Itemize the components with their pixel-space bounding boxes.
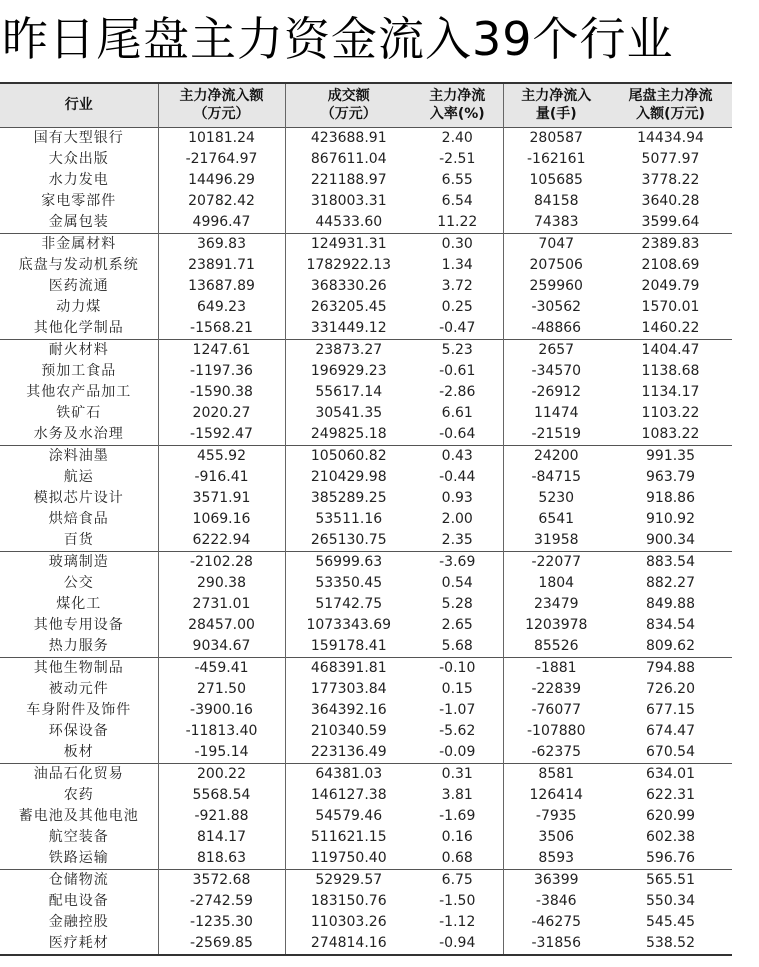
turnover-cell: 105060.82	[285, 445, 412, 467]
table-row	[0, 700, 732, 721]
table-row	[0, 424, 732, 446]
inflow-volume-cell: 105685	[529, 171, 583, 188]
inflow-rate-cell: -0.47	[412, 318, 503, 340]
header-inflow-volume: 主力净流入 量(手)	[521, 88, 592, 123]
tail-inflow-cell: 3778.22	[641, 171, 700, 188]
industry-cell: 农药	[0, 785, 158, 806]
inflow-volume-cell: -7935	[535, 807, 577, 824]
inflow-rate-cell: 2.40	[412, 127, 503, 149]
net-inflow-cell: 200.22	[158, 763, 285, 785]
inflow-rate-cell: 0.43	[412, 445, 503, 467]
inflow-volume-cell: -1881	[503, 657, 609, 679]
inflow-volume-cell: 7047	[503, 233, 609, 255]
industry-cell: 航运	[0, 467, 158, 488]
inflow-rate-cell: -5.62	[412, 721, 503, 742]
table-row	[0, 339, 732, 361]
industry-cell: 车身附件及饰件	[0, 700, 158, 721]
table-row	[0, 806, 732, 827]
inflow-rate-cell: 3.81	[412, 785, 503, 806]
inflow-volume-cell: -84715	[531, 468, 582, 485]
inflow-rate-cell: 0.93	[412, 488, 503, 509]
table-row	[0, 933, 732, 955]
tail-inflow-cell: 596.76	[646, 849, 695, 866]
inflow-rate-cell: 0.30	[412, 233, 503, 255]
table-row	[0, 551, 732, 573]
inflow-rate-cell: -0.61	[412, 361, 503, 382]
inflow-rate-cell: 6.75	[412, 869, 503, 891]
inflow-rate-cell: 5.68	[412, 636, 503, 658]
industry-cell: 国有大型银行	[0, 127, 158, 149]
net-inflow-cell: -1568.21	[158, 318, 285, 340]
turnover-cell: 64381.03	[285, 763, 412, 785]
tail-inflow-cell: 3599.64	[641, 213, 700, 230]
inflow-rate-cell: 0.54	[412, 573, 503, 594]
tail-inflow-cell: 882.27	[646, 574, 695, 591]
net-inflow-cell: 2020.27	[158, 403, 285, 424]
net-inflow-cell: 6222.94	[158, 530, 285, 552]
inflow-rate-cell: 6.61	[412, 403, 503, 424]
industry-cell: 水力发电	[0, 170, 158, 191]
capital-flow-table	[0, 82, 732, 956]
net-inflow-cell: 3571.91	[158, 488, 285, 509]
industry-cell: 其他化学制品	[0, 318, 158, 340]
tail-inflow-cell: 620.99	[646, 807, 695, 824]
net-inflow-cell: -921.88	[158, 806, 285, 827]
net-inflow-cell: -459.41	[158, 657, 285, 679]
industry-cell: 大众出版	[0, 149, 158, 170]
inflow-volume-cell: -31856	[503, 933, 609, 955]
table-body	[0, 127, 732, 955]
inflow-volume-cell: 280587	[529, 129, 583, 146]
table-row	[0, 276, 732, 297]
tail-inflow-cell: 14434.94	[637, 129, 704, 146]
table-row	[0, 297, 732, 318]
inflow-volume-cell: -107880	[527, 722, 586, 739]
net-inflow-cell: 13687.89	[158, 276, 285, 297]
industry-cell: 涂料油墨	[0, 445, 158, 467]
inflow-volume-cell: -22077	[503, 551, 609, 573]
tail-inflow-cell: 670.54	[646, 743, 695, 760]
tail-inflow-cell: 1134.17	[641, 383, 700, 400]
tail-inflow-cell: 1103.22	[641, 404, 700, 421]
industry-cell: 底盘与发动机系统	[0, 255, 158, 276]
turnover-cell: 274814.16	[285, 933, 412, 955]
inflow-rate-cell: 3.72	[412, 276, 503, 297]
table-row	[0, 912, 732, 933]
turnover-cell: 23873.27	[285, 339, 412, 361]
industry-cell: 仓储物流	[0, 869, 158, 891]
table-row	[0, 403, 732, 424]
tail-inflow-cell: 1404.47	[609, 339, 732, 361]
turnover-cell: 53511.16	[315, 510, 383, 527]
table-row	[0, 212, 732, 234]
inflow-volume-cell: -62375	[531, 743, 582, 760]
turnover-cell: 265130.75	[310, 531, 387, 548]
turnover-cell: 423688.91	[310, 129, 387, 146]
turnover-cell: 54579.46	[315, 807, 383, 824]
inflow-rate-cell: 2.00	[412, 509, 503, 530]
turnover-cell: 1073343.69	[306, 616, 392, 633]
industry-cell: 动力煤	[0, 297, 158, 318]
net-inflow-cell: 818.63	[158, 848, 285, 870]
turnover-cell: 55617.14	[315, 383, 383, 400]
industry-cell: 铁矿石	[0, 403, 158, 424]
header-tail-inflow: 尾盘主力净流 入额(万元)	[628, 88, 713, 123]
net-inflow-cell: 2731.01	[158, 594, 285, 615]
table-row	[0, 530, 732, 552]
industry-cell: 被动元件	[0, 679, 158, 700]
inflow-volume-cell: -162161	[527, 150, 586, 167]
industry-cell: 油品石化贸易	[0, 763, 158, 785]
inflow-volume-cell: 23479	[533, 595, 579, 612]
table-row	[0, 445, 732, 467]
inflow-volume-cell: 1804	[538, 574, 575, 591]
inflow-rate-cell: -2.51	[412, 149, 503, 170]
inflow-rate-cell: 2.35	[412, 530, 503, 552]
turnover-cell: 249825.18	[310, 425, 387, 442]
tail-inflow-cell: 1460.22	[641, 319, 700, 336]
header-industry: 行业	[0, 83, 158, 127]
inflow-volume-cell: 85526	[533, 637, 579, 654]
table-row	[0, 785, 732, 806]
turnover-cell: 368330.26	[310, 277, 387, 294]
inflow-rate-cell: 0.68	[412, 848, 503, 870]
header-net-inflow: 主力净流入额 （万元）	[158, 83, 285, 127]
header-row	[0, 83, 732, 127]
tail-inflow-cell: 883.54	[609, 551, 732, 573]
turnover-cell: 210429.98	[310, 468, 387, 485]
industry-cell: 热力服务	[0, 636, 158, 658]
turnover-cell: 56999.63	[285, 551, 412, 573]
inflow-rate-cell: -0.10	[412, 657, 503, 679]
industry-cell: 公交	[0, 573, 158, 594]
tail-inflow-cell: 2108.69	[641, 256, 700, 273]
tail-inflow-cell: 674.47	[646, 722, 695, 739]
tail-inflow-cell: 963.79	[646, 468, 695, 485]
tail-inflow-cell: 550.34	[646, 892, 695, 909]
inflow-volume-cell: -46275	[531, 913, 582, 930]
table-row	[0, 233, 732, 255]
table-row	[0, 848, 732, 870]
industry-cell: 烘焙食品	[0, 509, 158, 530]
inflow-volume-cell: 259960	[529, 277, 583, 294]
turnover-cell: 53350.45	[315, 574, 383, 591]
inflow-volume-cell: 207506	[529, 256, 583, 273]
table-row	[0, 127, 732, 149]
net-inflow-cell: -3900.16	[158, 700, 285, 721]
inflow-volume-cell: -76077	[531, 701, 582, 718]
tail-inflow-cell: 1138.68	[641, 362, 700, 379]
inflow-volume-cell: 6541	[538, 510, 575, 527]
tail-inflow-cell: 2049.79	[641, 277, 700, 294]
tail-inflow-cell: 565.51	[609, 869, 732, 891]
tail-inflow-cell: 910.92	[646, 510, 695, 527]
inflow-rate-cell: -1.69	[412, 806, 503, 827]
net-inflow-cell: -21764.97	[158, 149, 285, 170]
table-row	[0, 255, 732, 276]
net-inflow-cell: 271.50	[158, 679, 285, 700]
industry-cell: 模拟芯片设计	[0, 488, 158, 509]
tail-inflow-cell: 3640.28	[641, 192, 700, 209]
net-inflow-cell: -1590.38	[158, 382, 285, 403]
net-inflow-cell: 5568.54	[158, 785, 285, 806]
turnover-cell: 263205.45	[310, 298, 387, 315]
industry-cell: 百货	[0, 530, 158, 552]
tail-inflow-cell: 849.88	[646, 595, 695, 612]
inflow-rate-cell: 0.31	[412, 763, 503, 785]
tail-inflow-cell: 918.86	[646, 489, 695, 506]
turnover-cell: 44533.60	[315, 213, 383, 230]
table-row	[0, 891, 732, 912]
inflow-volume-cell: -34570	[531, 362, 582, 379]
industry-cell: 板材	[0, 742, 158, 764]
tail-inflow-cell: 677.15	[646, 701, 695, 718]
tail-inflow-cell: 834.54	[646, 616, 695, 633]
net-inflow-cell: 814.17	[158, 827, 285, 848]
inflow-rate-cell: -0.64	[412, 424, 503, 446]
turnover-cell: 221188.97	[310, 171, 387, 188]
header-inflow-rate: 主力净流 入率(%)	[412, 83, 503, 127]
turnover-cell: 331449.12	[310, 319, 387, 336]
turnover-cell: 52929.57	[285, 869, 412, 891]
net-inflow-cell: 290.38	[158, 573, 285, 594]
turnover-cell: 119750.40	[310, 849, 387, 866]
net-inflow-cell: -2102.28	[158, 551, 285, 573]
tail-inflow-cell: 900.34	[646, 531, 695, 548]
tail-inflow-cell: 5077.97	[641, 150, 700, 167]
inflow-rate-cell: -0.44	[412, 467, 503, 488]
table-row	[0, 573, 732, 594]
industry-cell: 耐火材料	[0, 339, 158, 361]
inflow-rate-cell: 11.22	[412, 212, 503, 234]
industry-cell: 金属包装	[0, 212, 158, 234]
inflow-volume-cell: 2657	[503, 339, 609, 361]
table-row	[0, 191, 732, 212]
tail-inflow-cell: 726.20	[646, 680, 695, 697]
industry-cell: 医药流通	[0, 276, 158, 297]
turnover-cell: 318003.31	[310, 192, 387, 209]
inflow-rate-cell: 5.28	[412, 594, 503, 615]
inflow-volume-cell: -22839	[531, 680, 582, 697]
industry-cell: 环保设备	[0, 721, 158, 742]
table-row	[0, 382, 732, 403]
inflow-rate-cell: -1.07	[412, 700, 503, 721]
tail-inflow-cell: 538.52	[609, 933, 732, 955]
industry-cell: 蓄电池及其他电池	[0, 806, 158, 827]
turnover-cell: 30541.35	[315, 404, 383, 421]
industry-cell: 铁路运输	[0, 848, 158, 870]
net-inflow-cell: 28457.00	[158, 615, 285, 636]
table-row	[0, 170, 732, 191]
net-inflow-cell: -1197.36	[158, 361, 285, 382]
net-inflow-cell: 3572.68	[158, 869, 285, 891]
page-title: 昨日尾盘主力资金流入39个行业	[2, 12, 674, 66]
inflow-rate-cell: -3.69	[412, 551, 503, 573]
industry-cell: 煤化工	[0, 594, 158, 615]
inflow-volume-cell: 126414	[529, 786, 583, 803]
inflow-volume-cell: -21519	[531, 425, 582, 442]
turnover-cell: 364392.16	[310, 701, 387, 718]
net-inflow-cell: 20782.42	[158, 191, 285, 212]
tail-inflow-cell: 634.01	[609, 763, 732, 785]
net-inflow-cell: 10181.24	[158, 127, 285, 149]
net-inflow-cell: 9034.67	[158, 636, 285, 658]
table-row	[0, 488, 732, 509]
inflow-volume-cell: 3506	[538, 828, 575, 845]
table-row	[0, 594, 732, 615]
turnover-cell: 385289.25	[310, 489, 387, 506]
table-row	[0, 509, 732, 530]
industry-cell: 水务及水治理	[0, 424, 158, 446]
table-row	[0, 615, 732, 636]
net-inflow-cell: -2569.85	[158, 933, 285, 955]
table-row	[0, 318, 732, 340]
net-inflow-cell: 649.23	[158, 297, 285, 318]
inflow-volume-cell: -26912	[531, 383, 582, 400]
net-inflow-cell: -2742.59	[158, 891, 285, 912]
inflow-rate-cell: 0.25	[412, 297, 503, 318]
turnover-cell: 183150.76	[310, 892, 387, 909]
tail-inflow-cell: 545.45	[646, 913, 695, 930]
inflow-rate-cell: 5.23	[412, 339, 503, 361]
tail-inflow-cell: 2389.83	[609, 233, 732, 255]
inflow-volume-cell: 84158	[533, 192, 579, 209]
inflow-rate-cell: -1.50	[412, 891, 503, 912]
industry-cell: 配电设备	[0, 891, 158, 912]
net-inflow-cell: 4996.47	[158, 212, 285, 234]
inflow-volume-cell: 1203978	[525, 616, 588, 633]
inflow-rate-cell: 0.15	[412, 679, 503, 700]
inflow-rate-cell: 1.34	[412, 255, 503, 276]
net-inflow-cell: 1247.61	[158, 339, 285, 361]
tail-inflow-cell: 1570.01	[641, 298, 700, 315]
inflow-volume-cell: 5230	[538, 489, 575, 506]
inflow-rate-cell: 6.54	[412, 191, 503, 212]
header-turnover: 成交额 （万元）	[320, 88, 377, 123]
net-inflow-cell: 23891.71	[158, 255, 285, 276]
turnover-cell: 223136.49	[310, 743, 387, 760]
table-row	[0, 742, 732, 764]
inflow-volume-cell: 31958	[533, 531, 579, 548]
inflow-volume-cell: -48866	[531, 319, 582, 336]
net-inflow-cell: -1235.30	[158, 912, 285, 933]
industry-cell: 其他专用设备	[0, 615, 158, 636]
table-row	[0, 361, 732, 382]
inflow-volume-cell: 8593	[538, 849, 575, 866]
industry-cell: 其他农产品加工	[0, 382, 158, 403]
inflow-volume-cell: 24200	[503, 445, 609, 467]
inflow-volume-cell: 74383	[533, 213, 579, 230]
inflow-volume-cell: -3846	[535, 892, 577, 909]
net-inflow-cell: -1592.47	[158, 424, 285, 446]
tail-inflow-cell: 602.38	[646, 828, 695, 845]
table-row	[0, 467, 732, 488]
turnover-cell: 867611.04	[310, 150, 387, 167]
tail-inflow-cell: 809.62	[646, 637, 695, 654]
inflow-volume-cell: 11474	[533, 404, 579, 421]
net-inflow-cell: 455.92	[158, 445, 285, 467]
turnover-cell: 146127.38	[310, 786, 387, 803]
table-row	[0, 679, 732, 700]
turnover-cell: 1782922.13	[306, 256, 392, 273]
turnover-cell: 51742.75	[315, 595, 383, 612]
net-inflow-cell: -11813.40	[158, 721, 285, 742]
turnover-cell: 159178.41	[310, 637, 387, 654]
industry-cell: 金融控股	[0, 912, 158, 933]
table-row	[0, 721, 732, 742]
turnover-cell: 110303.26	[310, 913, 387, 930]
table-row	[0, 636, 732, 658]
turnover-cell: 196929.23	[310, 362, 387, 379]
net-inflow-cell: 1069.16	[158, 509, 285, 530]
table-row	[0, 149, 732, 170]
inflow-rate-cell: -0.94	[412, 933, 503, 955]
net-inflow-cell: 14496.29	[158, 170, 285, 191]
tail-inflow-cell: 622.31	[646, 786, 695, 803]
turnover-cell: 177303.84	[310, 680, 387, 697]
table-row	[0, 763, 732, 785]
industry-cell: 家电零部件	[0, 191, 158, 212]
inflow-volume-cell: 8581	[503, 763, 609, 785]
table-header	[0, 83, 732, 127]
inflow-volume-cell: 36399	[503, 869, 609, 891]
net-inflow-cell: 369.83	[158, 233, 285, 255]
inflow-volume-cell: -30562	[531, 298, 582, 315]
net-inflow-cell: -916.41	[158, 467, 285, 488]
turnover-cell: 210340.59	[310, 722, 387, 739]
turnover-cell: 511621.15	[310, 828, 387, 845]
industry-cell: 非金属材料	[0, 233, 158, 255]
table-row	[0, 869, 732, 891]
industry-cell: 其他生物制品	[0, 657, 158, 679]
net-inflow-cell: -195.14	[158, 742, 285, 764]
inflow-rate-cell: -1.12	[412, 912, 503, 933]
table-row	[0, 827, 732, 848]
tail-inflow-cell: 794.88	[609, 657, 732, 679]
industry-cell: 预加工食品	[0, 361, 158, 382]
industry-cell: 航空装备	[0, 827, 158, 848]
table-row	[0, 657, 732, 679]
inflow-rate-cell: -2.86	[412, 382, 503, 403]
industry-cell: 医疗耗材	[0, 933, 158, 955]
inflow-rate-cell: 2.65	[412, 615, 503, 636]
inflow-rate-cell: 6.55	[412, 170, 503, 191]
inflow-rate-cell: 0.16	[412, 827, 503, 848]
tail-inflow-cell: 991.35	[609, 445, 732, 467]
tail-inflow-cell: 1083.22	[641, 425, 700, 442]
industry-cell: 玻璃制造	[0, 551, 158, 573]
inflow-rate-cell: -0.09	[412, 742, 503, 764]
turnover-cell: 124931.31	[285, 233, 412, 255]
turnover-cell: 468391.81	[285, 657, 412, 679]
